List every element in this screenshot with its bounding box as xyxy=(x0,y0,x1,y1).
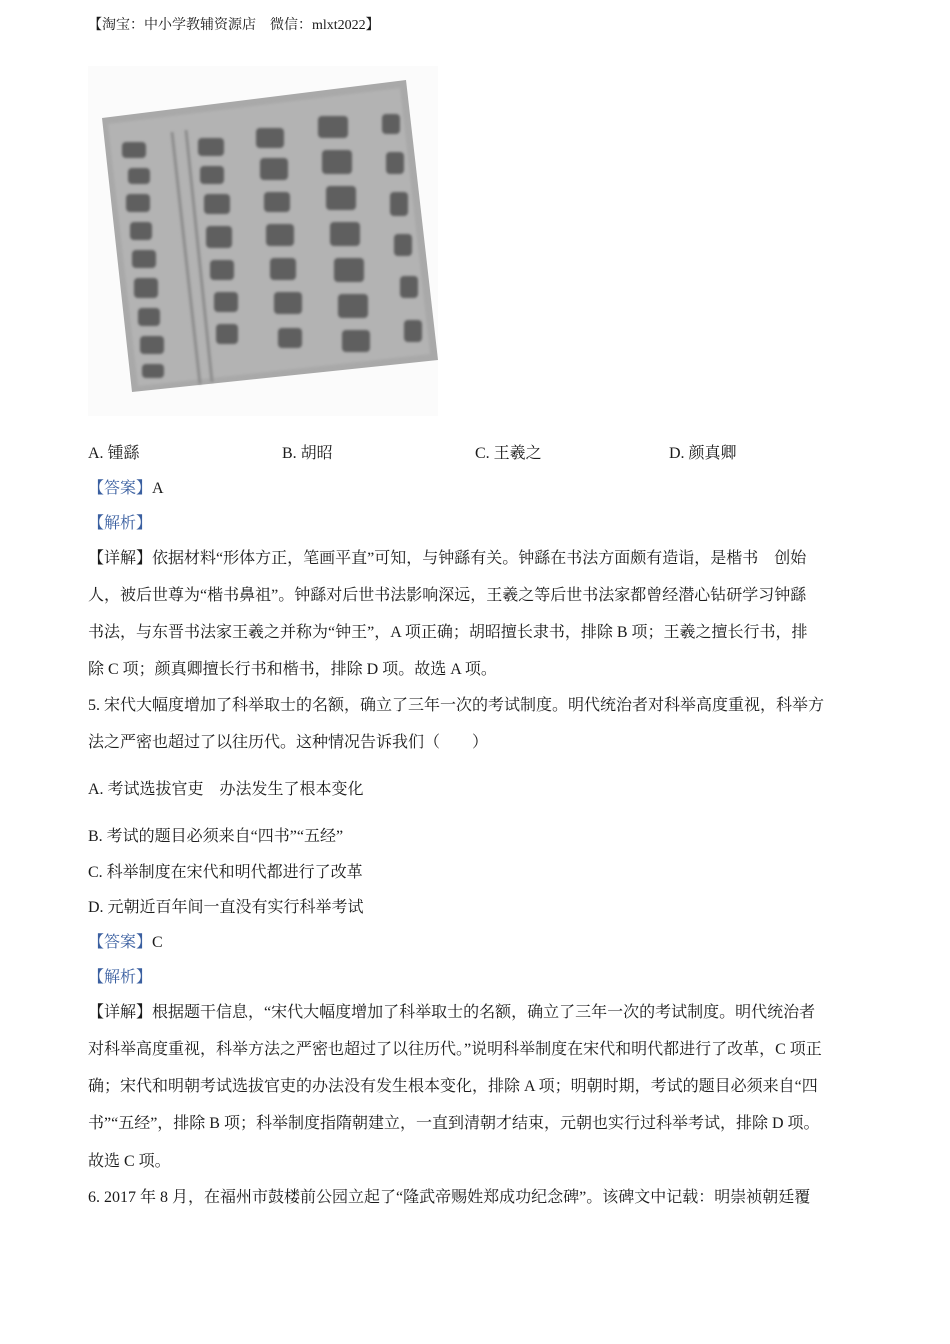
q5-detail-line-3: 确；宋代和明朝考试选拔官吏的办法没有发生根本变化，排除 A 项；明朝时期，考试的题目必须来自“四 xyxy=(88,1078,818,1095)
q4-detail-text-1: 依据材料“形体方正，笔画平直”可知，与钟繇有关。钟繇在书法方面颇有造诣，是楷书 创始 xyxy=(152,550,807,567)
q4-detail-line-2: 人，被后世尊为“楷书鼻祖”。钟繇对后世书法影响深远，王羲之等后世书法家都曾经潜心钻研学习钟繇 xyxy=(88,587,807,604)
q5-answer-line xyxy=(88,929,163,952)
detail-tag: 【详解】 xyxy=(88,550,153,567)
q5-detail-text-1: 根据题干信息，“宋代大幅度增加了科举取士的名额，确立了三年一次的考试制度。明代统治者 xyxy=(152,1004,816,1021)
q5-detail-line-2: 对科举高度重视，科举方法之严密也超过了以往历代。”说明科举制度在宋代和明代都进行了改革，C 项正 xyxy=(88,1041,822,1058)
q5-option-d: D. 元朝近百年间一直没有实行科举考试 xyxy=(88,899,364,916)
q5-detail-line-4: 书”“五经”，排除 B 项；科举制度指隋朝建立，一直到清朝才结束，元朝也实行过科举考试，排除 D 项。 xyxy=(88,1115,820,1132)
q5-option-b: B. 考试的题目必须来自“四书”“五经” xyxy=(88,828,344,845)
q4-option-b: B. 胡昭 xyxy=(282,445,333,462)
q4-option-c: C. 王羲之 xyxy=(475,445,542,462)
detail-tag: 【详解】 xyxy=(88,1004,153,1021)
answer-tag: 【答案】 xyxy=(88,480,153,497)
q5-stem-line-2: 法之严密也超过了以往历代。这种情况告诉我们（ ） xyxy=(88,734,489,751)
q4-option-d: D. 颜真卿 xyxy=(669,445,737,462)
q4-detail-line-1 xyxy=(88,545,806,568)
q5-option-c: C. 科举制度在宋代和明代都进行了改革 xyxy=(88,864,363,881)
q4-answer-value: A xyxy=(152,480,164,497)
answer-tag: 【答案】 xyxy=(88,934,153,951)
q5-detail-line-1 xyxy=(88,999,815,1022)
q4-option-a: A. 锺繇 xyxy=(88,445,140,462)
calligraphy-rubbing-image xyxy=(88,66,438,416)
q5-option-a: A. 考试选拔官吏 办法发生了根本变化 xyxy=(88,781,364,798)
q6-stem-line-1: 6. 2017 年 8 月，在福州市鼓楼前公园立起了“隆武帝赐姓郑成功纪念碑”。该碑文中记载：明崇祯朝廷覆 xyxy=(88,1189,811,1206)
page-header: 【淘宝：中小学教辅资源店 微信：mlxt2022】 xyxy=(88,18,380,33)
q5-answer-value: C xyxy=(152,934,163,951)
q5-analysis-tag: 【解析】 xyxy=(88,969,153,986)
q5-stem-line-1: 5. 宋代大幅度增加了科举取士的名额，确立了三年一次的考试制度。明代统治者对科举高度重视，科举方 xyxy=(88,697,825,714)
q4-detail-line-4: 除 C 项；颜真卿擅长行书和楷书，排除 D 项。故选 A 项。 xyxy=(88,661,497,678)
q4-analysis-tag: 【解析】 xyxy=(88,515,153,532)
q4-detail-line-3: 书法，与东晋书法家王羲之并称为“钟王”，A 项正确；胡昭擅长隶书，排除 B 项；王羲之擅长行书，排 xyxy=(88,624,808,641)
q5-detail-line-5: 故选 C 项。 xyxy=(88,1153,171,1170)
q4-answer-line xyxy=(88,475,164,498)
